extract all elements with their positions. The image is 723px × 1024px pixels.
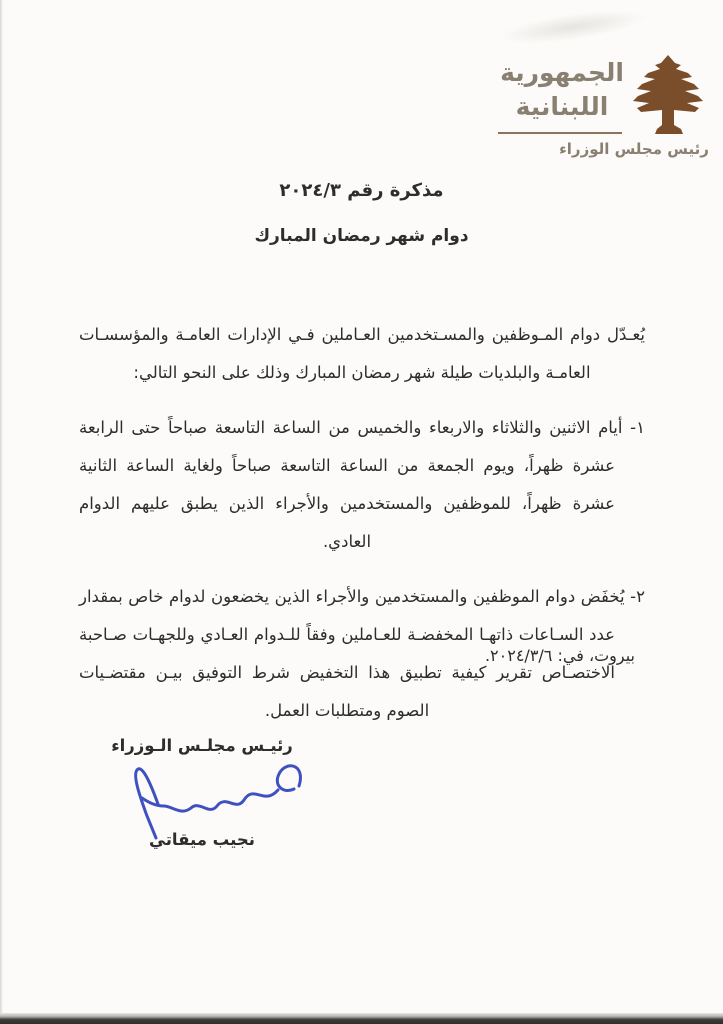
- scan-smudge: [497, 4, 649, 51]
- republic-line1: الجمهورية: [500, 58, 624, 87]
- date-line: بيروت، في: ٢٠٢٤/٣/٦.: [484, 646, 635, 665]
- letterhead: [498, 50, 710, 158]
- scan-left-edge: [0, 0, 3, 1024]
- memo-body: [79, 316, 645, 747]
- memo-subject: دوام شهر رمضان المبارك: [254, 226, 469, 246]
- signature-ink: [106, 756, 316, 840]
- republic-line2: اللبنانية: [515, 92, 609, 121]
- office-title: رئيس مجلس الوزراء: [559, 140, 709, 158]
- cedar-tree-icon: [626, 50, 710, 138]
- memo-number: مذكرة رقم ٢٠٢٤/٣: [279, 180, 444, 201]
- item-1-number: ١-: [630, 418, 645, 437]
- item-2-text: يُخفَض دوام الموظفين والمستخدمين والأجراء الذين يخضعون لدوام خاص بمقدار عدد السـاعات ذاتهـا المخفضـة للعـاملين وفقاً للـدوام العـادي وللجهـات صـاحبة الاختصـاص تقرير كيفية تطبيق هذا التخفيض شرط التوفيق بيـن مقتضـيات الصوم ومتطلبات العمل.: [79, 587, 625, 720]
- scan-bottom-edge: [0, 1013, 723, 1024]
- item-2-number: ٢-: [630, 587, 645, 606]
- signature-title: رئيـس مجلـس الـوزراء: [111, 736, 293, 755]
- calligraphy-rule: [498, 132, 622, 134]
- intro-paragraph: يُعـدّل دوام المـوظفين والمسـتخدمين العـاملين فـي الإدارات العامـة والمؤسسـات العامـة والبلديات طيلة شهر رمضان المبارك وذلك على النحو التالي:: [79, 325, 645, 382]
- signature-block: [92, 736, 312, 866]
- item-1-text: أيام الاثنين والثلاثاء والاربعاء والخميس من الساعة التاسعة صباحاً حتى الرابعة عشرة ظهراً، ويوم الجمعة من الساعة التاسعة صباحاً ولغاية الساعة الثانية عشرة ظهراً، للموظفين والمستخدمين والأجراء الذين يطبق عليهم الدوام العادي.: [79, 418, 623, 551]
- republic-calligraphy: [498, 50, 626, 138]
- item-1: [79, 409, 645, 561]
- signature-name: نجيب ميقاتي: [149, 830, 255, 849]
